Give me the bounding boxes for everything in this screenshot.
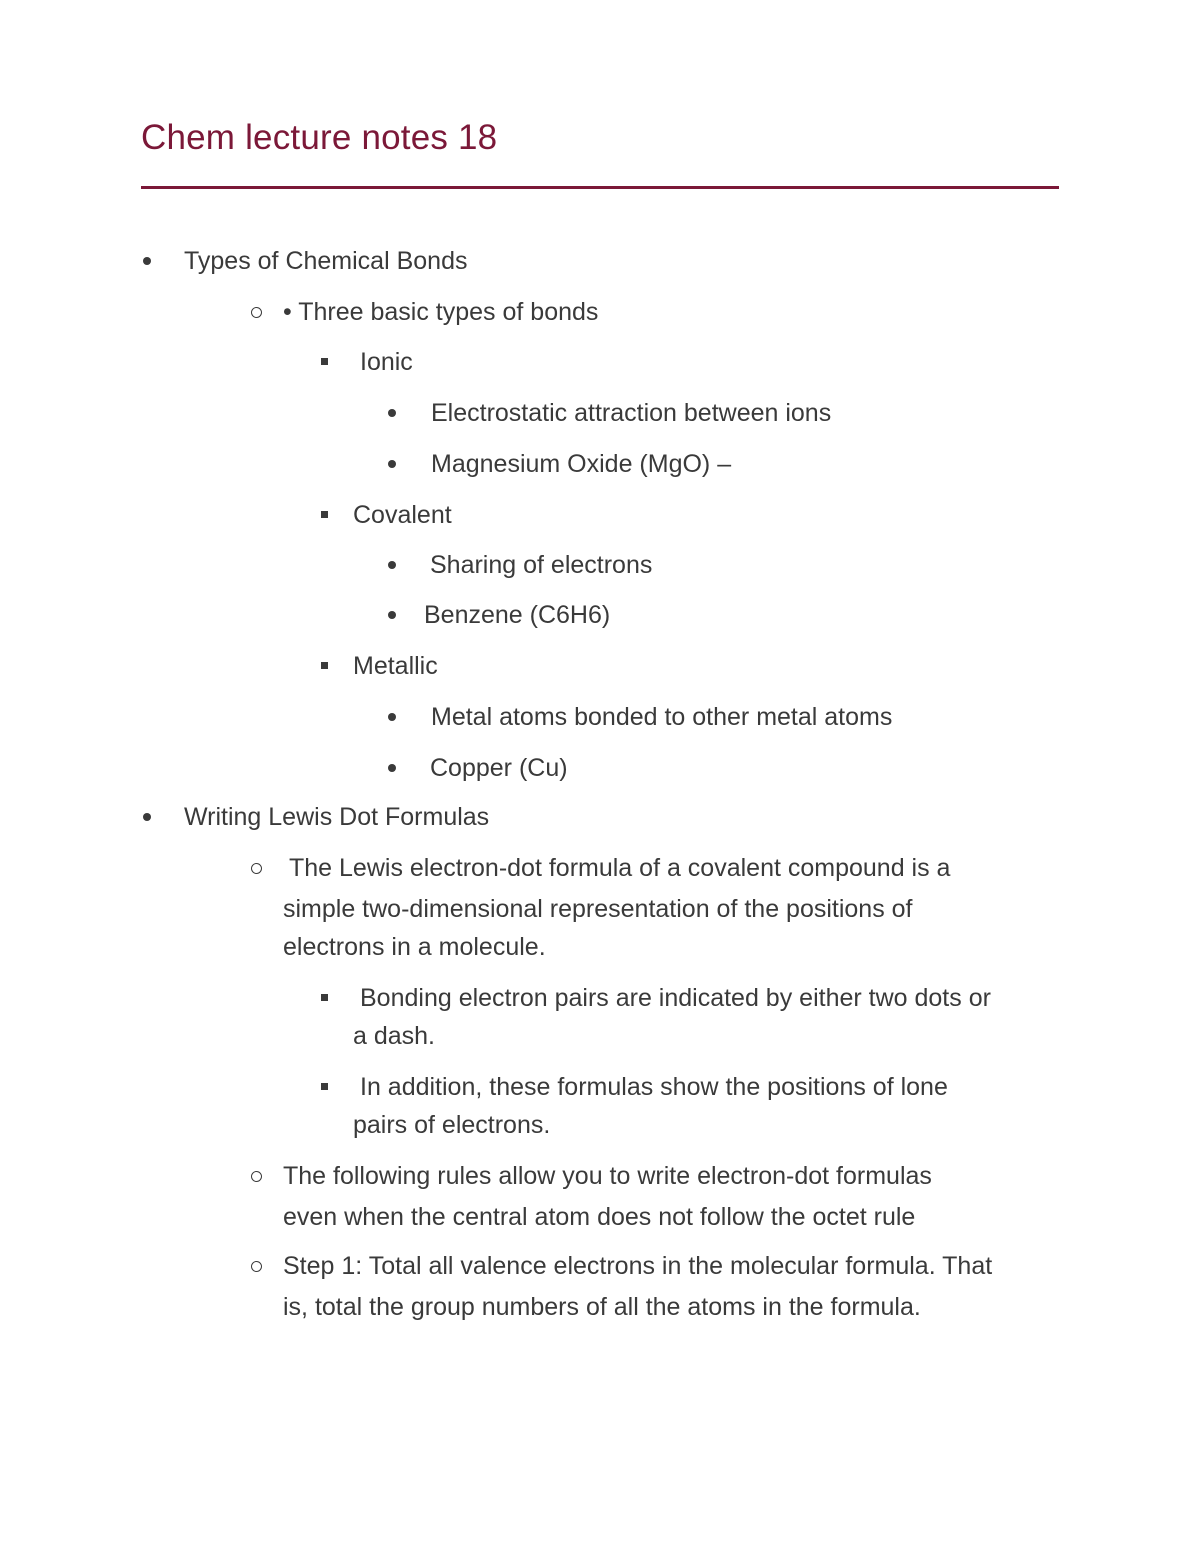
bullet-dot-icon xyxy=(143,257,151,265)
list-item-text: Electrostatic attraction between ions xyxy=(431,399,832,427)
list-item-text: even when the central atom does not follow the octet rule xyxy=(283,1203,916,1231)
bullet-dot-icon xyxy=(388,764,396,772)
list-item-text: Bonding electron pairs are indicated by either two dots or xyxy=(360,984,991,1012)
list-item-text: Metallic xyxy=(353,652,438,680)
bullet-square-icon xyxy=(321,662,328,669)
bullet-dot-icon xyxy=(143,813,151,821)
list-item-text: Covalent xyxy=(353,501,452,529)
list-item-text: The following rules allow you to write electron-dot formulas xyxy=(283,1162,932,1190)
list-item-text: In addition, these formulas show the positions of lone xyxy=(360,1073,948,1101)
bullet-circle-icon xyxy=(251,307,262,318)
bullet-square-icon xyxy=(321,358,328,365)
bullet-dot-icon xyxy=(388,561,396,569)
bullet-dot-icon xyxy=(388,409,396,417)
list-item-text: pairs of electrons. xyxy=(353,1111,551,1139)
bullet-square-icon xyxy=(321,1083,328,1090)
bullet-square-icon xyxy=(321,511,328,518)
page-title: Chem lecture notes 18 xyxy=(141,118,498,157)
list-item-text: • Three basic types of bonds xyxy=(283,298,599,326)
list-item-text: Metal atoms bonded to other metal atoms xyxy=(431,703,893,731)
bullet-dot-icon xyxy=(388,713,396,721)
list-item-text: simple two-dimensional representation of the positions of xyxy=(283,895,913,923)
list-item-text: electrons in a molecule. xyxy=(283,933,546,961)
list-item-text: Sharing of electrons xyxy=(430,551,653,579)
list-item-text: The Lewis electron-dot formula of a covalent compound is a xyxy=(289,854,951,882)
bullet-dot-icon xyxy=(388,460,396,468)
bullet-circle-icon xyxy=(251,1261,262,1272)
list-item-text: Types of Chemical Bonds xyxy=(184,247,468,275)
list-item-text: Benzene (C6H6) xyxy=(424,601,611,629)
bullet-circle-icon xyxy=(251,1171,262,1182)
list-item-text: Magnesium Oxide (MgO) – xyxy=(431,450,732,478)
list-item-text: is, total the group numbers of all the atoms in the formula. xyxy=(283,1293,921,1321)
bullet-circle-icon xyxy=(251,863,262,874)
list-item-text: a dash. xyxy=(353,1022,436,1050)
bullet-square-icon xyxy=(321,994,328,1001)
bullet-dot-icon xyxy=(388,611,396,619)
list-item-text: Writing Lewis Dot Formulas xyxy=(184,803,490,831)
list-item-text: Ionic xyxy=(360,348,413,376)
list-item-text: Copper (Cu) xyxy=(430,754,568,782)
list-item-text: Step 1: Total all valence electrons in the molecular formula. That xyxy=(283,1252,993,1280)
title-divider xyxy=(141,186,1059,189)
